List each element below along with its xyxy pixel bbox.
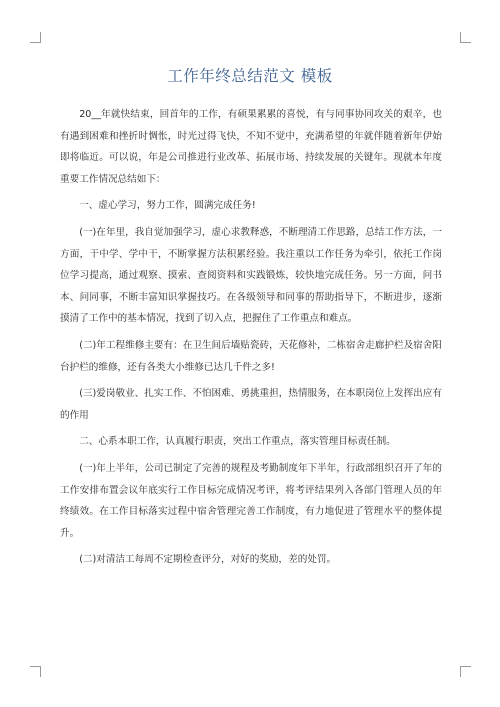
section-heading-2: 二、心系本职工作，认真履行职责，突出工作重点，落实管理目标责任制。 — [79, 436, 396, 448]
paragraph-1-2: (二)年工程维修主要有：在卫生间后墙贴瓷砖，天花修补，二栋宿舍走廊护栏及宿舍阳台护栏的维修，还有各类大小维修已达几千件之多! — [60, 339, 442, 373]
crop-mark-top-left — [30, 32, 41, 43]
paragraph-2-1: (一)年上半年，公司已制定了完善的规程及考勤制度年下半年，行政部组织召开了年的工作安排布置会议年底实行工作目标完成情况考评，将考评结果列入各部门管理人员的年终绩效。在工作目标落实过程中宿舍管理完善工作制度，有力地促进了管理水平的整体提升。 — [60, 462, 442, 539]
document-title: 工作年终总结范文 模板 — [167, 67, 333, 85]
section-heading-1: 一、虚心学习，努力工作，圆满完成任务! — [79, 200, 256, 212]
paragraph-1-1: (一)在年里，我自觉加强学习，虚心求教释惑，不断理清工作思路，总结工作方法，一方面，干中学、学中干，不断掌握方法积累经验。我注重以工作任务为牵引，依托工作岗位学习提高，通过观察、摸索、查阅资料和实践锻炼，较快地完成任务。另一方面，问书本、问同事，不断丰富知识掌握技巧。在各级领导和同事的帮助指导下，不断进步，逐渐摸清了工作中的基本情况，找到了切入点，把握住了工作重点和难点。 — [60, 226, 442, 325]
crop-mark-top-right — [460, 32, 471, 43]
crop-mark-bottom-left — [30, 666, 41, 677]
crop-mark-bottom-right — [460, 666, 471, 677]
paragraph-intro: 20__年就快结束，回首年的工作，有硕果累累的喜悦，有与同事协同攻关的艰辛，也有遇到困难和挫折时惆怅，时光过得飞快，不知不觉中，充满希望的年就伴随着新年伊始即将临近。可以说，年是公司推进行业改革、拓展市场、持续发展的关键年。现就本年度重要工作情况总结如下： — [60, 109, 442, 185]
paragraph-2-2: (二)对清洁工每周不定期检查评分，对好的奖励，差的处罚。 — [79, 554, 337, 566]
paragraph-1-3: (三)爱岗敬业、扎实工作、不怕困难、勇挑重担，热情服务，在本职岗位上发挥出应有的作用 — [60, 388, 442, 421]
document-body — [60, 104, 442, 571]
